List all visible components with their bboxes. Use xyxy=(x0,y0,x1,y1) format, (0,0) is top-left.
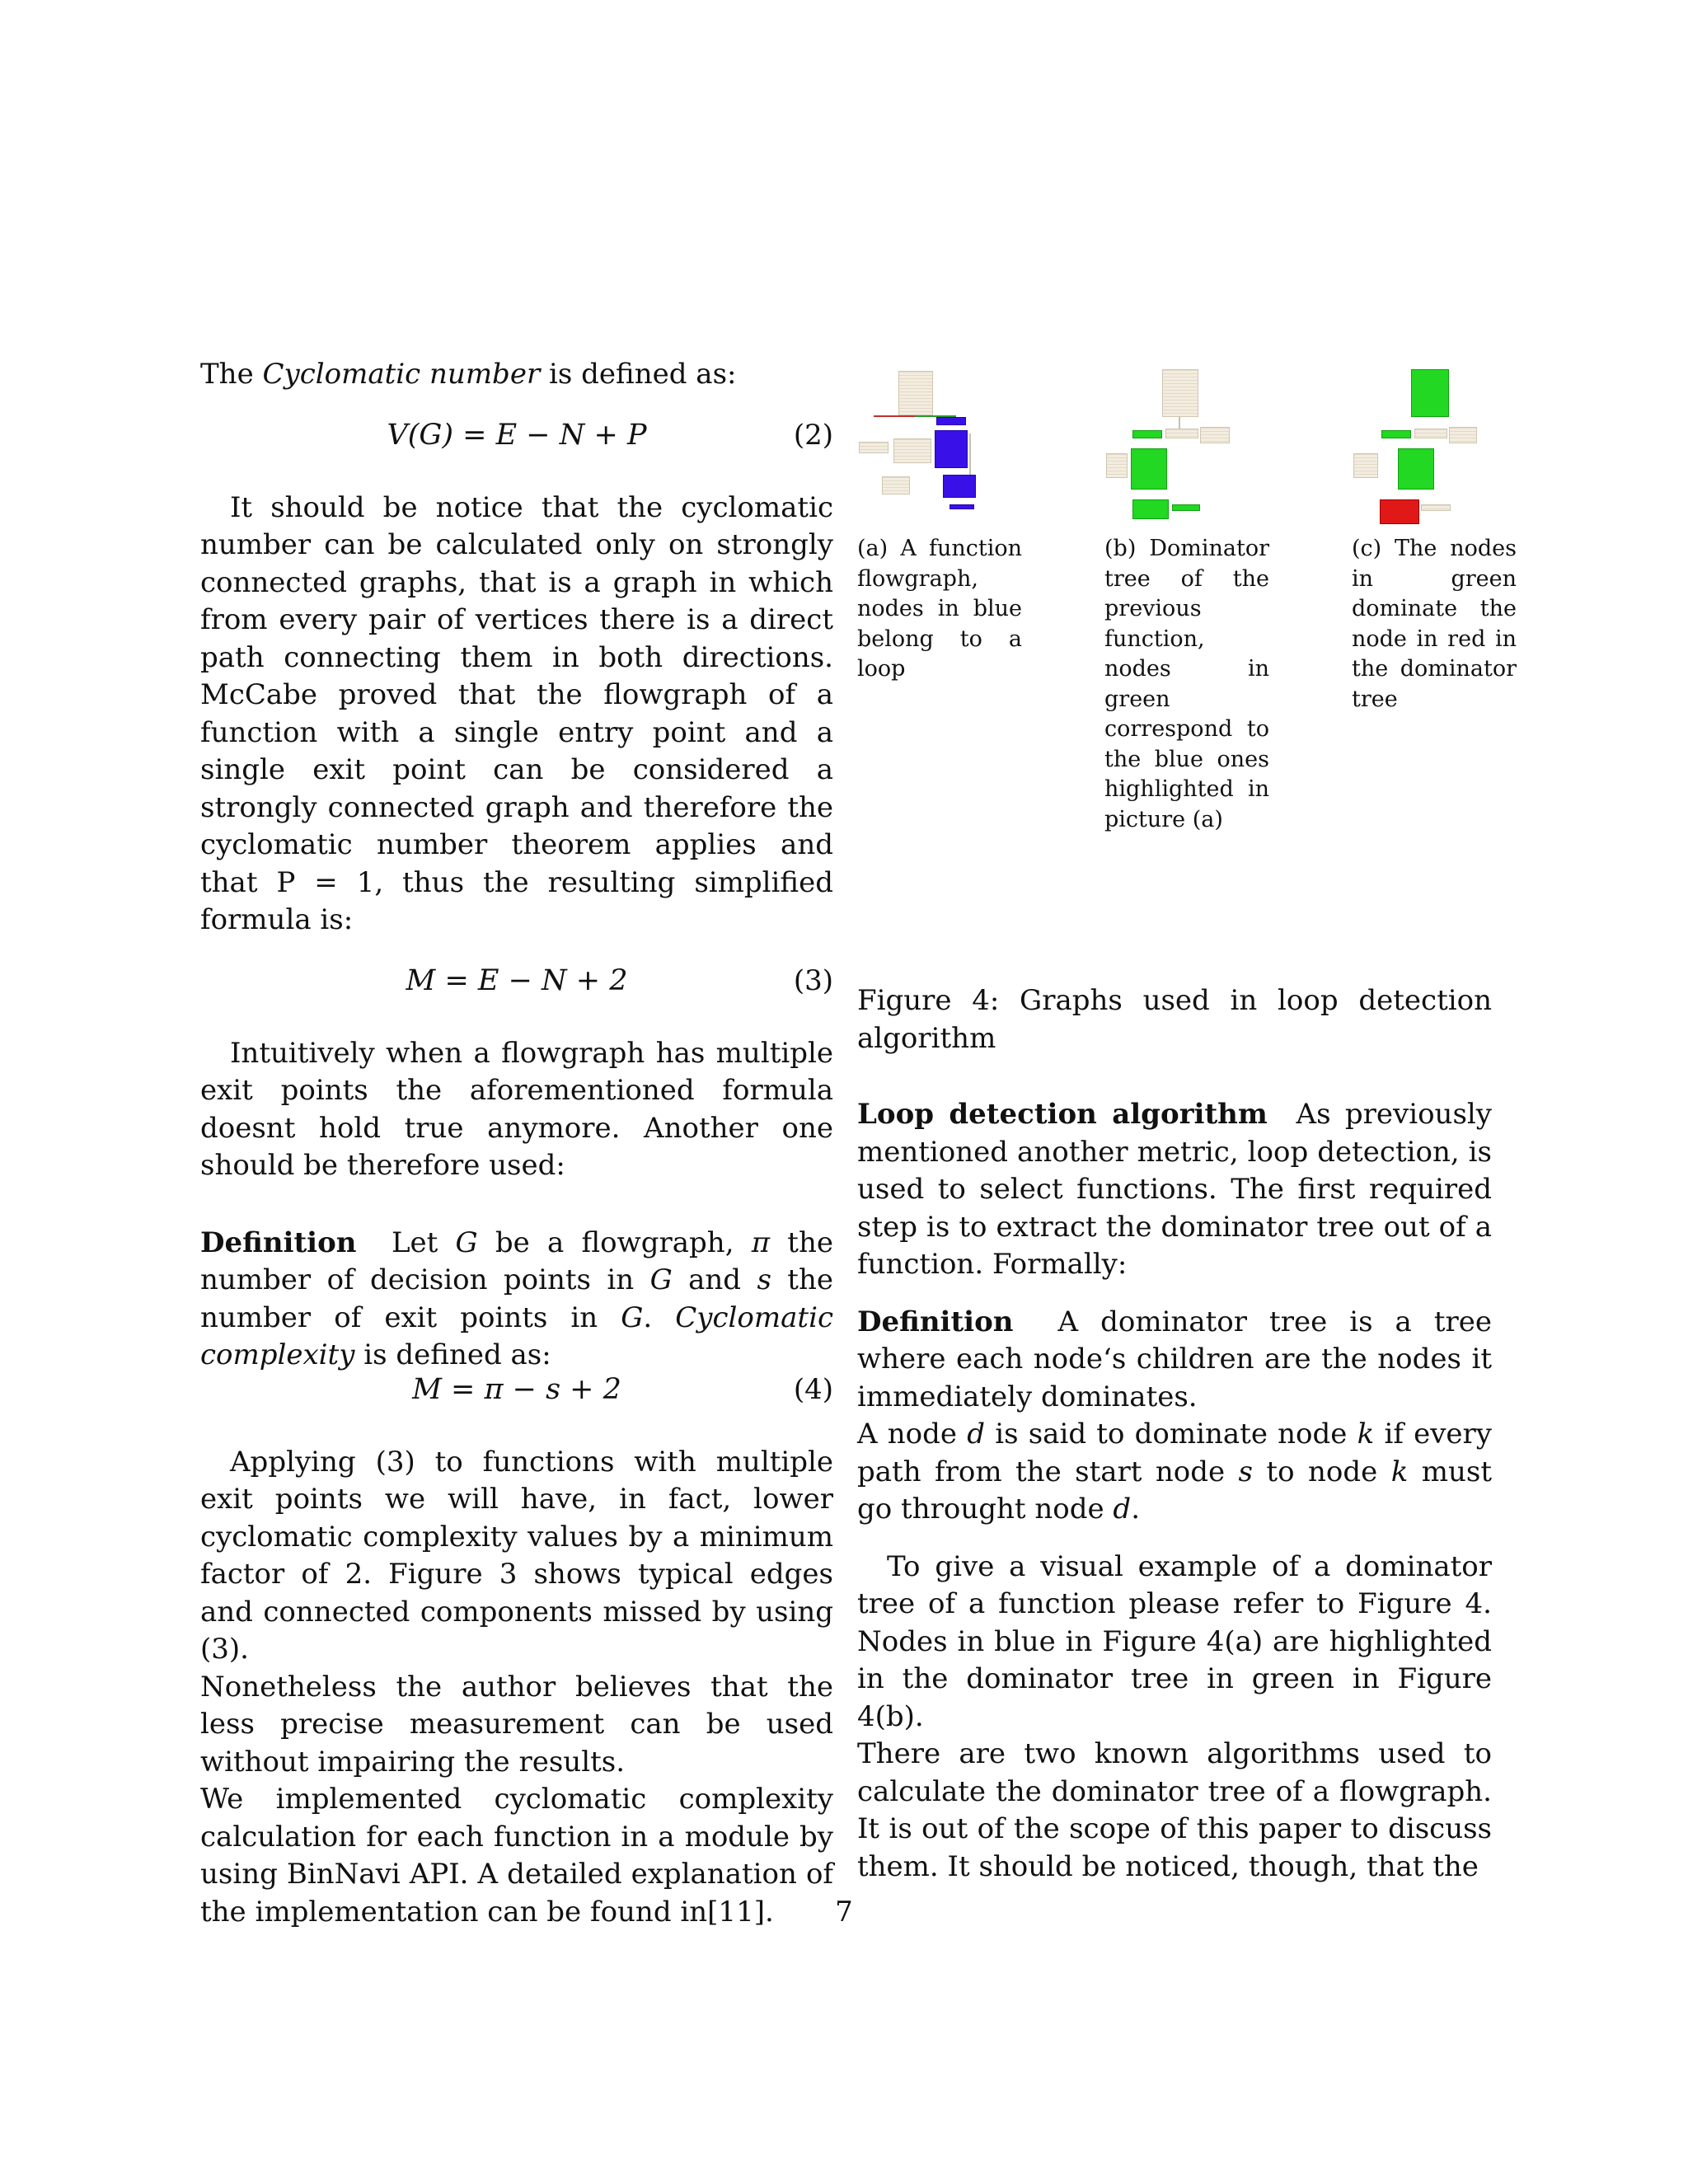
visual-example-paragraph: To give a visual example of a dominator tree of a function please refer to Figure 4. Nodes in blue in Figure 4(a) are highlighted in the dominator tree in green in Figure 4(b). xyxy=(857,1549,1492,1733)
multiple-exit-paragraph: Intuitively when a flowgraph has multiple exit points the aforementioned formula doesnt hold true anymore. Another one should be therefore used: xyxy=(200,1036,833,1182)
definition-paragraph: Definition Let G be a flowgraph, π the number of decision points in G and s the number of exit points in G. Cyclomatic complexity is defined as: xyxy=(200,1226,833,1371)
figure-caption: Figure 4: Graphs used in loop detection algorithm xyxy=(857,984,1492,1055)
page-number: 7 xyxy=(835,1896,853,1929)
dominator-highlight-image xyxy=(1352,363,1517,527)
equation-number: (4) xyxy=(793,1372,833,1406)
definition-title: Definition xyxy=(857,1305,1014,1338)
loop-detection-paragraph: Loop detection algorithm As previously mentioned another metric, loop detection, is used to select functions. The first required step is to extract the dominator tree out of a function. Formally: xyxy=(857,1098,1492,1281)
equation-2 xyxy=(200,417,833,466)
dominator-definition-paragraph: Definition A dominator tree is a tree where each node‘s children are the nodes it immediately dominates. xyxy=(857,1305,1492,1413)
equation-number: (2) xyxy=(793,418,833,452)
equation-number: (3) xyxy=(793,963,833,997)
subfigure-a-caption: (a) A function flowgraph, nodes in blue belong to a loop xyxy=(857,536,1022,682)
flowgraph-image xyxy=(857,363,1022,527)
subfigure-b-caption: (b) Dominator tree of the previous function, nodes in green correspond to the blue ones highlighted in picture (a) xyxy=(1104,536,1269,832)
equation-formula: M = π − s + 2 xyxy=(412,1372,621,1406)
nonetheless-paragraph: Nonetheless the author believes that the less precise measurement can be used without impairing the results. xyxy=(200,1670,833,1779)
right-column xyxy=(857,1096,1492,1886)
cyclomatic-paragraph: It should be notice that the cyclomatic number can be calculated only on strongly connected graphs, that is a graph in which from every pair of vertices there is a direct path connecting them in both directions. McCabe proved that the flowgraph of a function with a single entry point and a single exit point can be considered a strongly connected graph and therefore the cyclomatic number theorem applies and that P = 1, thus the resulting simplified formula is: xyxy=(200,490,833,936)
equation-3 xyxy=(200,963,833,1012)
dominate-definition-paragraph: A node d is said to dominate node k if every path from the start node s to node k must go throught node d. xyxy=(857,1418,1493,1526)
subfigure-c xyxy=(1352,363,1517,715)
left-column xyxy=(200,356,833,1931)
intro-paragraph: The Cyclomatic number is defined as: xyxy=(200,358,737,391)
definition-title: Definition xyxy=(200,1226,357,1259)
implementation-paragraph: We implemented cyclomatic complexity calculation for each function in a module by using BinNavi API. A detailed explanation of the implementation can be found in[11]. xyxy=(200,1783,833,1929)
subfigure-b xyxy=(1104,363,1269,835)
equation-4 xyxy=(200,1371,833,1421)
dominator-tree-image xyxy=(1104,363,1269,527)
equation-formula: V(G) = E − N + P xyxy=(387,418,647,452)
subfigure-c-caption: (c) The nodes in green dominate the node in red in the dominator tree xyxy=(1352,536,1517,712)
subfigure-a xyxy=(857,363,1022,685)
algorithms-paragraph: There are two known algorithms used to calculate the dominator tree of a flowgraph. It is out of the scope of this paper to discuss them. It should be noticed, though, that the xyxy=(857,1737,1492,1883)
applying-paragraph: Applying (3) to functions with multiple exit points we will have, in fact, lower cyclomatic complexity values by a minimum factor of 2. Figure 3 shows typical edges and connected components missed by using (3). xyxy=(200,1445,833,1666)
equation-formula: M = E − N + 2 xyxy=(406,963,628,997)
loop-detection-title: Loop detection algorithm xyxy=(857,1098,1268,1131)
